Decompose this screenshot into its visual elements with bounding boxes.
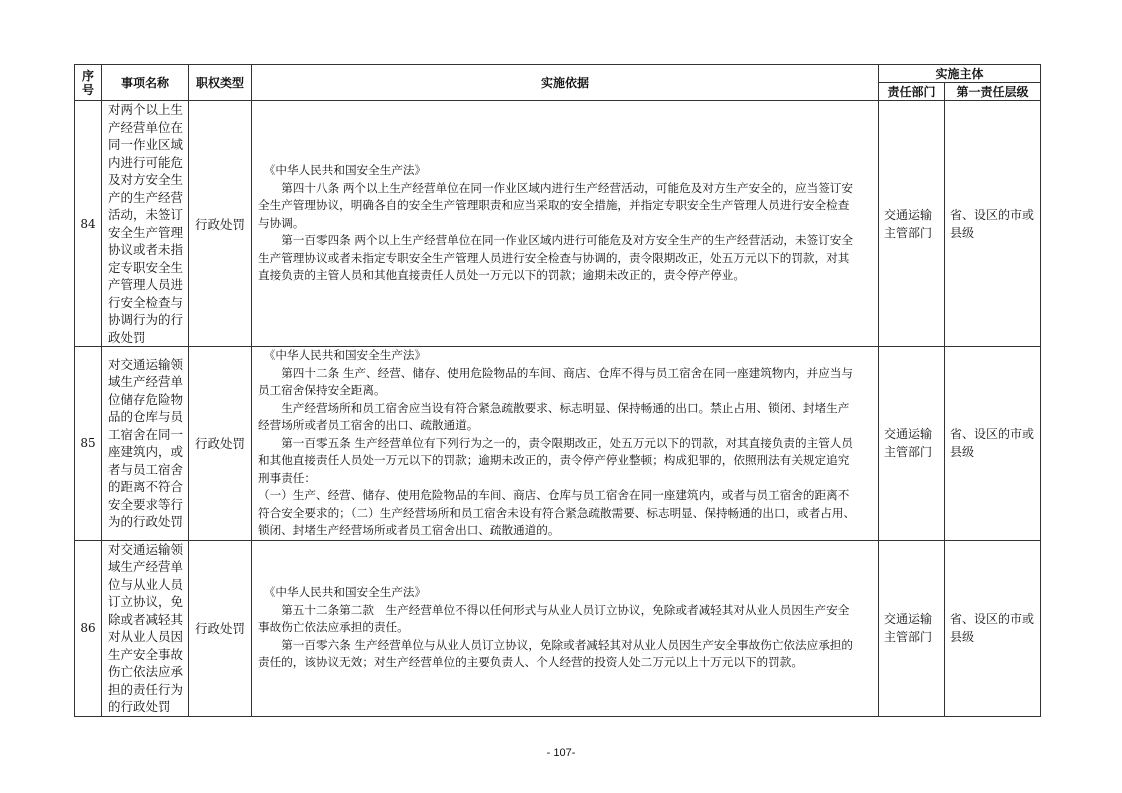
legal-basis-line: 与协调。 <box>258 215 305 230</box>
legal-basis-line: 直接负责的主管人员和其他直接责任人员处一万元以下的罚款；逾期未改正的，责令停产停业。 <box>258 268 745 283</box>
responsible-department <box>879 347 945 541</box>
item-name-line: 产管理人员进 <box>108 277 184 292</box>
legal-basis-line: 事故伤亡依法应承担的责任。 <box>258 620 409 635</box>
item-name-line: 及对方安全生 <box>108 172 184 187</box>
legal-basis-line: 第五十二条第二款 生产经营单位不得以任何形式与从业人员订立协议，免除或者减轻其对从业人员因生产安全 <box>258 602 850 617</box>
level-line: 县级 <box>950 630 975 644</box>
item-name-line: 政处罚 <box>108 329 146 345</box>
table-row <box>75 347 1041 541</box>
item-number: 85 <box>75 347 102 541</box>
department-line: 交通运输 <box>884 427 933 442</box>
department-line: 主管部门 <box>884 445 933 460</box>
item-name-line: 协调行为的行 <box>108 312 184 327</box>
department-line: 交通运输 <box>884 207 933 222</box>
legal-basis-line: 全生产管理协议，明确各自的安全生产管理职责和应当采取的安全措施，并指定专职安全生产管理人员进行安全检查 <box>258 198 850 213</box>
level-line: 县级 <box>950 445 975 460</box>
legal-basis-line: 经营场所或者员工宿舍的出口、疏散通道。 <box>258 418 479 432</box>
item-name-line: 产的生产经营 <box>108 189 184 205</box>
item-name-line: 的行政处罚 <box>108 699 171 714</box>
enforcement-items-table <box>74 64 1041 717</box>
authority-type: 行政处罚 <box>189 101 252 347</box>
item-name <box>102 540 189 716</box>
page-number: - 107- <box>546 747 576 759</box>
item-name-line: 协议或者未指 <box>108 242 184 257</box>
legal-basis-line: （一）生产、经营、储存、使用危险物品的车间、商店、仓库与员工宿舍在同一座建筑内，或者与员工宿舍的距离不 <box>258 488 850 502</box>
item-name-line: 定专职安全生 <box>108 259 184 275</box>
item-name-line: 位储存危险物 <box>108 391 184 407</box>
legal-basis-line: 第一百零四条 两个以上生产经营单位在同一作业区域内进行可能危及对方安全生产的生产经营活动，未签订安全 <box>258 233 853 248</box>
legal-basis-line: 《中华人民共和国安全生产法》 <box>258 585 427 600</box>
legal-basis <box>252 101 879 347</box>
item-name-line: 订立协议，免 <box>108 594 184 609</box>
header-dept: 责任部门 <box>879 83 945 101</box>
level-line: 县级 <box>950 225 975 240</box>
item-name-line: 活动，未签订 <box>108 207 184 222</box>
legal-basis-line: 第四十二条 生产、经营、储存、使用危险物品的车间、商店、仓库不得与员工宿舍在同一座建筑物内，并应当与 <box>258 365 853 380</box>
header-seq: 序号 <box>75 65 102 101</box>
responsible-department <box>879 101 945 347</box>
table-row <box>75 101 1041 347</box>
header-name: 事项名称 <box>102 65 189 101</box>
legal-basis-line: 生产经营场所和员工宿舍应当设有符合紧急疏散要求、标志明显、保持畅通的出口。禁止占用、锁闭、封堵生产 <box>258 400 850 415</box>
item-name <box>102 101 189 347</box>
header-level: 第一责任层级 <box>945 83 1041 101</box>
legal-basis-line: 第一百零六条 生产经营单位与从业人员订立协议，免除或者减轻其对从业人员因生产安全事故伤亡依法应承担的 <box>258 637 853 652</box>
department-line: 主管部门 <box>884 225 933 240</box>
legal-basis-line: 第一百零五条 生产经营单位有下列行为之一的，责令限期改正，处五万元以下的罚款，对其直接负责的主管人员 <box>258 435 853 450</box>
item-name-line: 域生产经营单 <box>108 374 184 390</box>
legal-basis-line: 第四十八条 两个以上生产经营单位在同一作业区域内进行生产经营活动，可能危及对方生产安全的，应当签订安 <box>258 180 853 195</box>
header-subject: 实施主体 <box>879 65 1041 83</box>
legal-basis-line: 《中华人民共和国安全生产法》 <box>258 163 427 178</box>
legal-basis-line: 锁闭、封堵生产经营场所或者员工宿舍出口、疏散通道的。 <box>258 523 560 537</box>
item-name-line: 除或者减轻其 <box>108 611 184 627</box>
item-name-line: 座建筑内，或 <box>108 444 184 460</box>
level-line: 省、设区的市或 <box>950 612 1035 626</box>
item-name-line: 对从业人员因 <box>108 629 184 644</box>
authority-type: 行政处罚 <box>189 540 252 716</box>
responsibility-level <box>945 347 1041 541</box>
legal-basis-line: 符合安全要求的；（二）生产经营场所和员工宿舍未设有符合紧急疏散需要、标志明显、保持畅通的出口，或者占用、 <box>258 505 856 520</box>
item-name-line: 安全生产管理 <box>108 224 184 240</box>
level-line: 省、设区的市或 <box>950 427 1035 442</box>
item-name-line: 对交通运输领 <box>108 541 184 557</box>
legal-basis <box>252 540 879 716</box>
item-name-line: 对交通运输领 <box>108 356 184 372</box>
department-line: 主管部门 <box>884 630 933 644</box>
legal-basis-line: 《中华人民共和国安全生产法》 <box>258 348 427 362</box>
department-line: 交通运输 <box>884 612 933 626</box>
item-name-line: 域生产经营单 <box>108 559 184 574</box>
item-number: 84 <box>75 101 102 347</box>
item-name-line: 担的责任行为 <box>108 681 184 697</box>
legal-basis-line: 刑事责任： <box>258 470 316 485</box>
item-name-line: 位与从业人员 <box>108 576 184 592</box>
header-basis: 实施依据 <box>252 65 879 101</box>
legal-basis-line: 责任的，该协议无效；对生产经营单位的主要负责人、个人经营的投资人处二万元以上十万元以下的罚款。 <box>258 655 803 670</box>
item-name-line: 者与员工宿舍 <box>108 461 184 477</box>
responsible-department <box>879 540 945 716</box>
legal-basis-line: 和其他直接责任人员处一万元以下的罚款；逾期未改正的，责令停产停业整顿；构成犯罪的，依照刑法有关规定追究 <box>258 453 850 467</box>
item-name-line: 内进行可能危 <box>108 154 184 170</box>
item-name-line: 生产安全事故 <box>108 646 184 662</box>
level-line: 省、设区的市或 <box>950 207 1035 222</box>
item-name <box>102 347 189 541</box>
item-name-line: 工宿舍在同一 <box>108 426 184 442</box>
header-type: 职权类型 <box>189 65 252 101</box>
item-name-line: 品的仓库与员 <box>108 409 184 425</box>
item-name-line: 安全要求等行 <box>108 496 184 512</box>
item-number: 86 <box>75 540 102 716</box>
item-name-line: 为的行政处罚 <box>108 514 184 530</box>
legal-basis <box>252 347 879 541</box>
responsibility-level <box>945 101 1041 347</box>
legal-basis-line: 生产管理协议或者未指定专职安全生产管理人员进行安全检查与协调的，责令限期改正，处五万元以下的罚款，对其 <box>258 250 850 265</box>
item-name-line: 对两个以上生 <box>108 102 184 117</box>
item-name-line: 的距离不符合 <box>108 479 184 495</box>
item-name-line: 同一作业区域 <box>108 137 184 152</box>
item-name-line: 产经营单位在 <box>108 119 184 135</box>
legal-basis-line: 员工宿舍保持安全距离。 <box>258 383 386 397</box>
table-row <box>75 540 1041 716</box>
item-name-line: 行安全检查与 <box>108 294 184 310</box>
authority-type: 行政处罚 <box>189 347 252 541</box>
item-name-line: 伤亡依法应承 <box>108 664 184 679</box>
responsibility-level <box>945 540 1041 716</box>
